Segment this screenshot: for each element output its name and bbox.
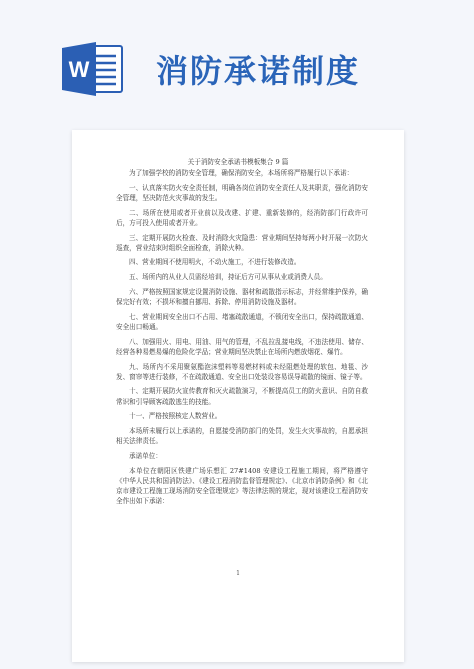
page-title: 消防承诺制度 — [156, 52, 361, 90]
document-page — [72, 130, 404, 662]
paragraph: 一、认真落实防火安全责任制，明确各岗位消防安全责任人及其职责，强化消防安全管理，坚决防范火灾事故的发生。 — [116, 183, 368, 202]
paragraph: 七、营业期间安全出口不占用、堵塞疏散通道，不锁闭安全出口，保持疏散通道、安全出口畅通。 — [116, 312, 368, 331]
paragraph: 三、定期开展防火检查、及时消除火灾隐患：营业期间坚持每两小时开展一次防火巡查，营业结束时组织全面检查，消除火种。 — [116, 233, 368, 252]
paragraph: 四、营业期间不使用明火，不动火施工，不进行装修改造。 — [129, 258, 301, 267]
page-number: 1 — [236, 570, 240, 577]
paragraph: 八、加强用火、用电、用油、用气的管理，不乱拉乱接电线，不违法使用、储存、经营各种易燃易爆的危险化学品；营业期间坚决禁止在场所内燃放烟花、爆竹。 — [116, 337, 368, 356]
paragraph: 本场所未履行以上承诺的，自愿接受消防部门的处罚，发生火灾事故的，自愿承担相关法律责任。 — [116, 427, 368, 446]
paragraph: 十一、严格按照核定人数营业。 — [129, 412, 222, 421]
paragraph: 六、严格按照国家规定设置消防设施、器材和疏散指示标志，并经常维护保养，确保完好有效；不损坏和擅自挪用、拆除、停用消防设施及器材。 — [116, 287, 368, 307]
paragraph: 为了加强学校的消防安全管理，确保消防安全，本场所将严格履行以下承诺： — [129, 169, 354, 177]
document-heading: 关于消防安全承诺书模板集合 9 篇 — [187, 158, 289, 166]
header — [0, 0, 474, 120]
document-body — [116, 168, 368, 511]
paragraph: 五、场所内的从业人员需经培训，持证后方可从事从业或消费人员。 — [129, 273, 327, 282]
word-letter: W — [68, 57, 90, 82]
paragraph: 九、场所内不采用聚氨酯泡沫塑料等易燃材料或未经阻燃处理的软包、地毯、沙发、窗帘等进行装修，不在疏散通道、安全出口处装设容易误导疏散的镜面、镜子等。 — [116, 362, 368, 381]
paragraph: 二、场所在使用或者开业前以及改建、扩建、重新装修的，经消防部门行政许可后，方可投入使用或者开业。 — [116, 208, 368, 227]
word-document-icon — [62, 40, 124, 98]
paragraph: 十、定期开展防火宣传教育和灭火疏散演习，不断提高员工的防火意识、自防自救常识和引导顾客疏散逃生的技能。 — [116, 387, 368, 406]
paragraph: 承诺单位： — [129, 451, 162, 460]
paragraph: 本单位在朝阳区铁建广场乐想汇 27#1408 安建设工程施工期间，将严格遵守《中华人民共和国消防法》、《建设工程消防监督管理规定》、《北京市消防条例》和《北京市建设工程施工现场消防安全管理规定》等法律法规的规定，现对该建设工程消防安全作出如下承诺： — [116, 466, 368, 506]
